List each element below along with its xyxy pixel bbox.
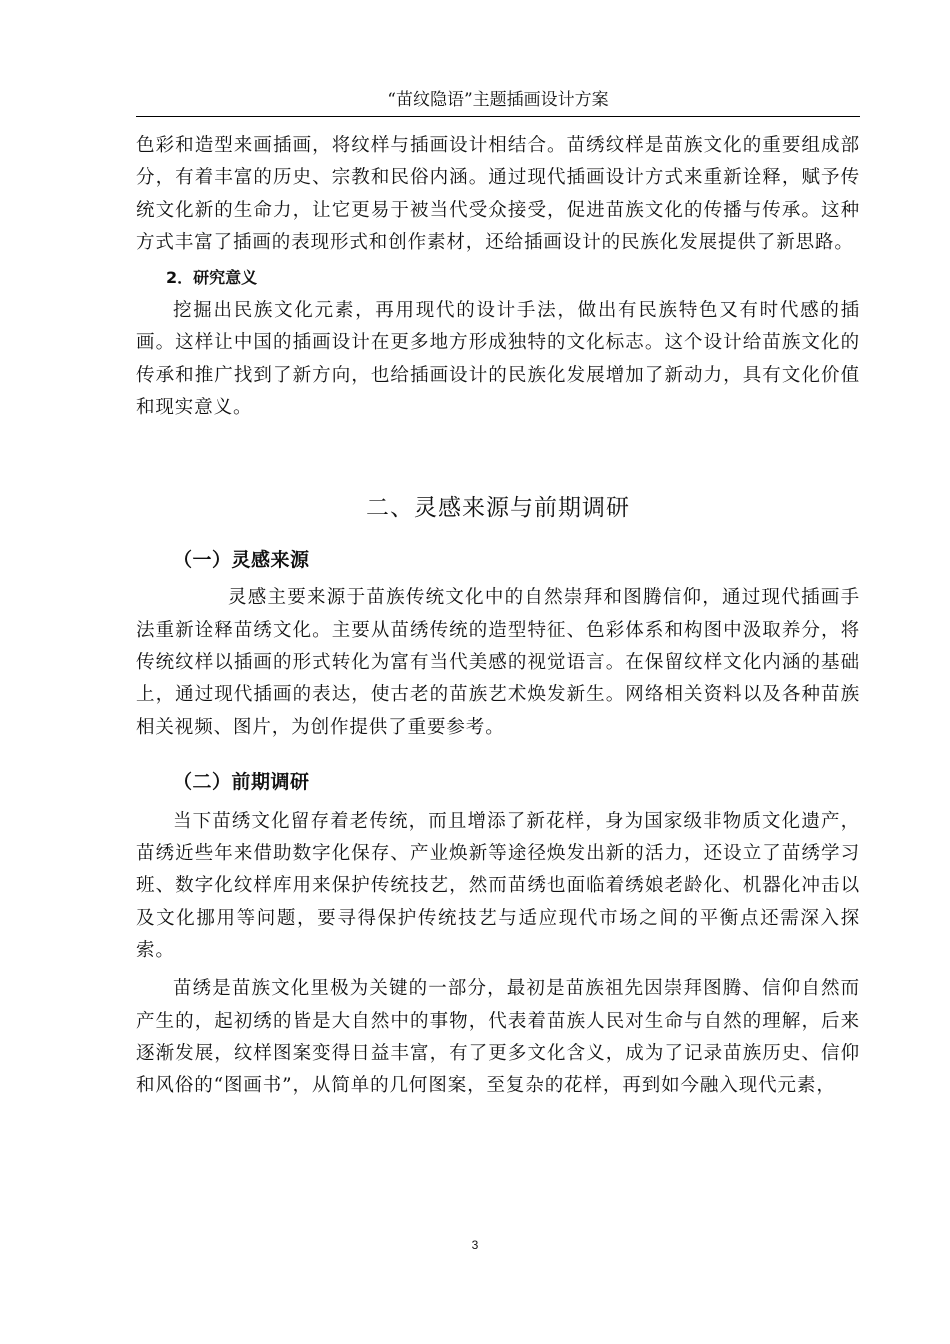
page-number: 3: [471, 1238, 479, 1252]
inspiration-paragraph: 灵感主要来源于苗族传统文化中的自然崇拜和图腾信仰，通过现代插画手法重新诠释苗绣文化。主要从苗绣传统的造型特征、色彩体系和构图中汲取养分，将传统纹样以插画的形式转化为富有当代美感的视觉语言。在保留纹样文化内涵的基础上，通过现代插画的表达，使古老的苗族艺术焕发新生。网络相关资料以及各种苗族相关视频、图片，为创作提供了重要参考。: [136, 587, 860, 738]
chapter-title: 二、灵感来源与前期调研: [366, 495, 630, 522]
inspiration-section-title: （一）灵感来源: [173, 549, 310, 572]
research-paragraph-2: 苗绣是苗族文化里极为关键的一部分，最初是苗族祖先因崇拜图腾、信仰自然而产生的，起初绣的皆是大自然中的事物，代表着苗族人民对生命与自然的理解，后来逐渐发展，纹样图案变得日益丰富，有了更多文化含义，成为了记录苗族历史、信仰和风俗的“图画书”，从简单的几何图案，至复杂的花样，再到如今融入现代元素，: [136, 978, 860, 1097]
research-section-title: （二）前期调研: [173, 770, 310, 793]
significance-paragraph: 挖掘出民族文化元素，再用现代的设计手法，做出有民族特色又有时代感的插画。这样让中国的插画设计在更多地方形成独特的文化标志。这个设计给苗族文化的传承和推广找到了新方向，也给插画设计的民族化发展增加了新动力，具有文化价值和现实意义。: [136, 300, 860, 419]
running-header: “苗纹隐语”主题插画设计方案: [387, 90, 609, 110]
significance-heading: 2．研究意义: [166, 268, 258, 288]
research-paragraph-1: 当下苗绣文化留存着老传统，而且增添了新花样，身为国家级非物质文化遗产，苗绣近些年来借助数字化保存、产业焕新等途径焕发出新的活力，还设立了苗绣学习班、数字化纹样库用来保护传统技艺，然而苗绣也面临着绣娘老龄化、机器化冲击以及文化挪用等问题，要寻得保护传统技艺与适应现代市场之间的平衡点还需深入探索。: [136, 810, 860, 962]
page-content: [136, 130, 860, 1103]
intro-paragraph: 色彩和造型来画插画，将纹样与插画设计相结合。苗绣纹样是苗族文化的重要组成部分，有着丰富的历史、宗教和民俗内涵。通过现代插画设计方式来重新诠释，赋予传统文化新的生命力，让它更易于被当代受众接受，促进苗族文化的传播与传承。这种方式丰富了插画的表现形式和创作素材，还给插画设计的民族化发展提供了新思路。: [136, 135, 860, 253]
header-rule: [136, 116, 860, 117]
